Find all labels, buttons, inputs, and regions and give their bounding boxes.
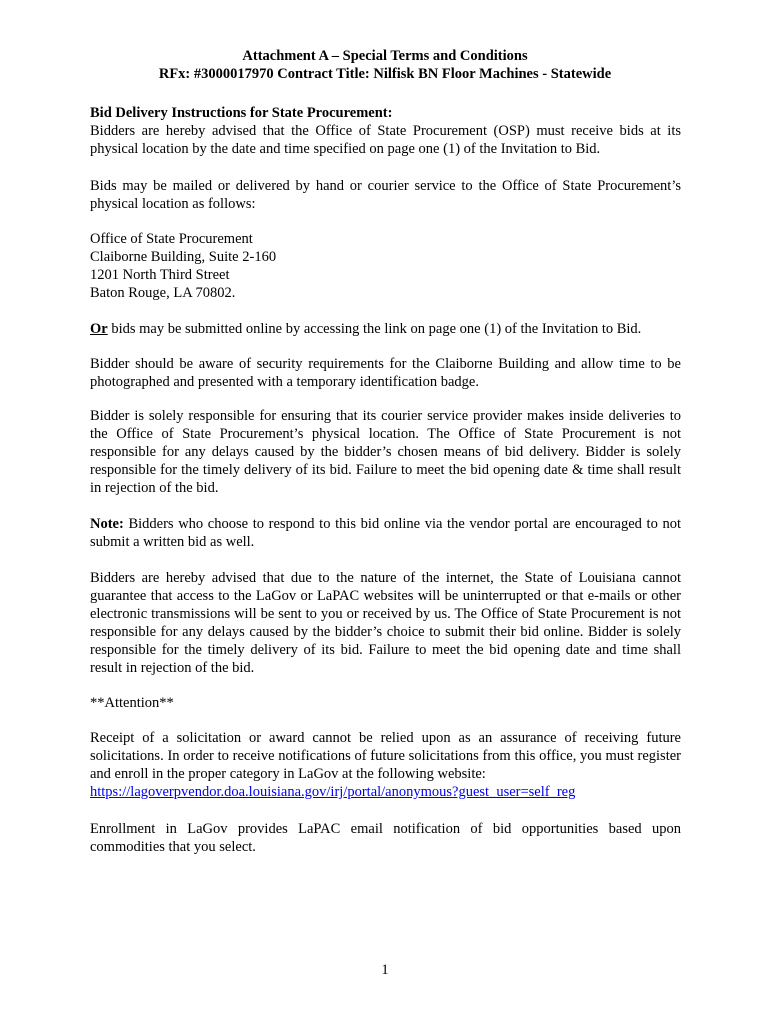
delivery-section [90,104,681,158]
lagov-registration-link[interactable]: https://lagoverpvendor.doa.louisiana.gov/irj/portal/anonymous?guest_user=self_reg [90,784,576,800]
or-label: Or [90,321,108,337]
receipt-section [90,729,681,801]
courier-paragraph: Bidder is solely responsible for ensuring that its courier service provider makes inside deliveries to the Office of State Procurement’s physical location. The Office of State Procurement is not responsible for any delays caused by the bidder’s chosen means of bid delivery. Bidder is solely responsible for the timely delivery of its bid. Failure to meet the bid opening date & time shall result in rejection of the bid. [90,408,681,496]
page-number: 1 [381,962,389,978]
document-subtitle: RFx: #3000017970 Contract Title: Nilfisk BN Floor Machines - Statewide [158,66,612,82]
attention-label: **Attention** [90,695,174,711]
address-line: 1201 North Third Street [90,267,230,283]
address-line: Baton Rouge, LA 70802. [90,285,236,301]
address-line: Office of State Procurement [90,231,253,247]
document-title: Attachment A – Special Terms and Conditions [242,48,528,64]
delivery-heading: Bid Delivery Instructions for State Procurement: [90,105,393,121]
mail-paragraph: Bids may be mailed or delivered by hand or courier service to the Office of State Procurement’s physical location as follows: [90,178,681,212]
address-block [90,230,681,302]
enrollment-paragraph: Enrollment in LaGov provides LaPAC email notification of bid opportunities based upon commodities that you select. [90,821,681,855]
note-text: Bidders who choose to respond to this bid online via the vendor portal are encouraged to not submit a written bid as well. [90,516,681,550]
receipt-paragraph: Receipt of a solicitation or award cannot be relied upon as an assurance of receiving future solicitations. In order to receive notifications of future solicitations from this office, you must register and enroll in the proper category in LaGov at the following website: [90,730,681,782]
note-label: Note: [90,516,124,532]
security-paragraph: Bidder should be aware of security requirements for the Claiborne Building and allow time to be photographed and presented with a temporary identification badge. [90,356,681,390]
online-paragraph [90,320,681,338]
online-text: bids may be submitted online by accessing the link on page one (1) of the Invitation to Bid. [107,321,642,337]
address-line: Claiborne Building, Suite 2-160 [90,249,277,265]
internet-paragraph: Bidders are hereby advised that due to the nature of the internet, the State of Louisiana cannot guarantee that access to the LaGov or LaPAC websites will be uninterrupted or that e-mails or other electronic transmissions will be sent to you or received by us. The Office of State Procurement is not responsible for any delays caused by the bidder’s choice to submit their bid online. Bidder is solely responsible for the timely delivery of its bid. Failure to meet the bid opening date and time shall result in rejection of the bid. [90,570,681,676]
note-paragraph [90,515,681,551]
delivery-intro-paragraph: Bidders are hereby advised that the Office of State Procurement (OSP) must receive bids at its physical location by the date and time specified on page one (1) of the Invitation to Bid. [90,123,681,157]
